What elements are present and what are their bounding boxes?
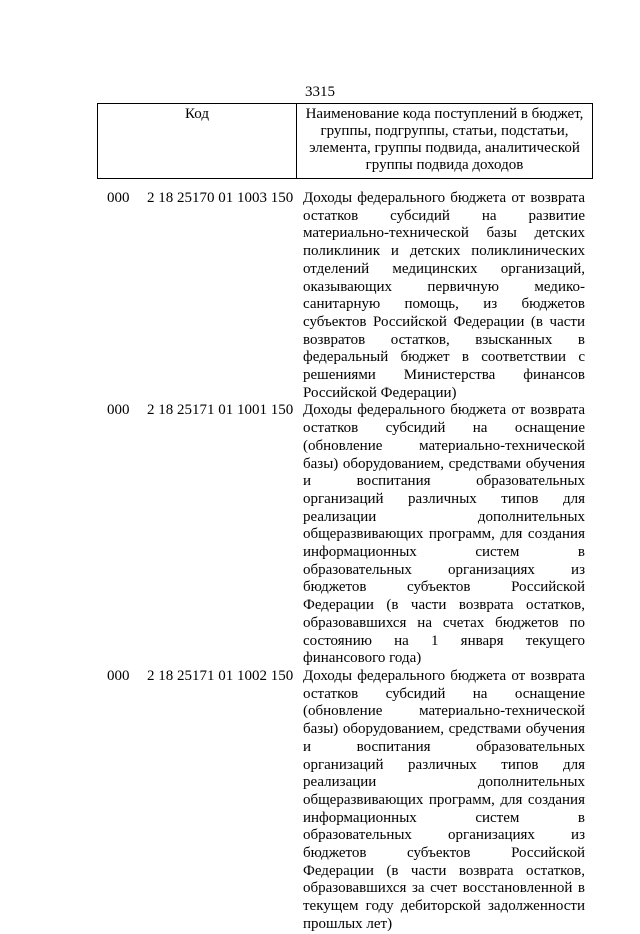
code-column-header: Код: [98, 104, 297, 179]
row-prefix: 000: [107, 190, 130, 206]
row-description: Доходы федерального бюджета от возврата остатков субсидий на оснащение (обновление материально-технической базы) оборудованием, средствами обучения и воспитания образовательных организаций различных типов для реализации дополнительных общеразвивающих программ, для создания информационных систем в образовательных организациях из бюджетов субъектов Российской Федерации (в части возврата остатков, образовавшихся за счет восстановленной в текущем году дебиторской задолженности прошлых лет): [303, 667, 585, 932]
table-header: [97, 103, 593, 179]
table-body: [0, 190, 640, 934]
row-description: Доходы федерального бюджета от возврата остатков субсидий на оснащение (обновление материально-технической базы) оборудованием, средствами обучения и воспитания образовательных организаций различных типов для реализации дополнительных общеразвивающих программ, для создания информационных систем в образовательных организациях из бюджетов субъектов Российской Федерации (в части возврата остатков, образовавшихся на счетах бюджетов по состоянию на 1 января текущего финансового года): [303, 402, 585, 667]
table-row: [0, 402, 640, 668]
table-row: [0, 668, 640, 934]
row-code: 2 18 25170 01 1003 150: [147, 190, 294, 206]
row-prefix: 000: [107, 667, 130, 684]
row-description: Доходы федерального бюджета от возврата остатков субсидий на развитие материально-технической базы детских поликлиник и детских поликлинических отделений медицинских организаций, оказывающих первичную медико-санитарную помощь, из бюджетов субъектов Российской Федерации (в части возвратов остатков, взысканных в федеральный бюджет в соответствии с решениями Министерства финансов Российской Федерации): [303, 190, 585, 401]
table-row: [0, 190, 640, 402]
name-column-header: Наименование кода поступлений в бюджет, группы, подгруппы, статьи, подстатьи, элемента, группы подвида, аналитической группы подвида доходов: [297, 104, 593, 179]
page-number: 3315: [305, 84, 335, 100]
row-prefix: 000: [107, 402, 130, 419]
row-code: 2 18 25171 01 1001 150: [147, 402, 294, 419]
row-code: 2 18 25171 01 1002 150: [147, 667, 294, 684]
